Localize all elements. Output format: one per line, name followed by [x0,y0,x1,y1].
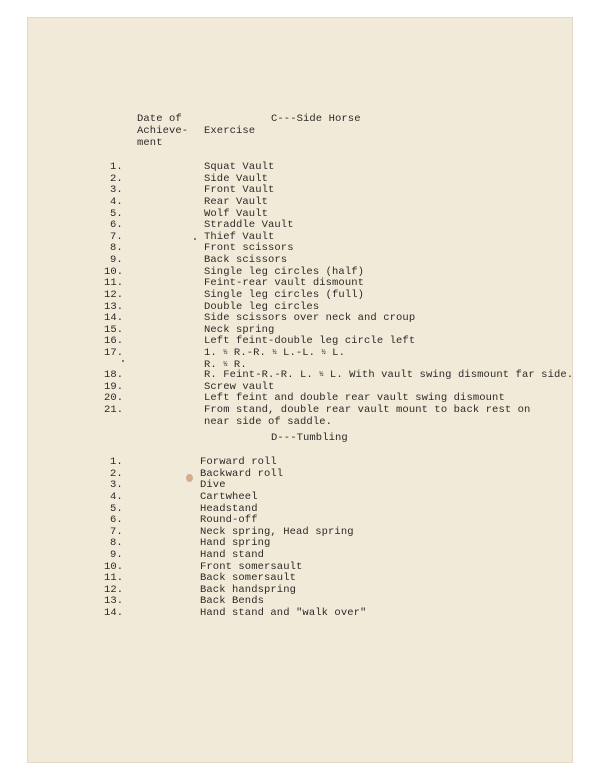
side-horse-number: 7. [110,231,123,243]
side-horse-exercise: 1. ½ R.-R. ½ L.-L. ½ L. [204,347,345,359]
side-horse-number: 5. [110,208,123,220]
side-horse-exercise: Back scissors [204,254,288,266]
side-horse-exercise: Straddle Vault [204,219,294,231]
fraction-half: ½ [223,349,228,357]
tumbling-exercise: Neck spring, Head spring [200,526,354,538]
side-horse-exercise: Wolf Vault [204,208,269,220]
tumbling-number: 2. [110,468,123,480]
tumbling-number: 4. [110,491,123,503]
side-horse-exercise: Squat Vault [204,161,275,173]
side-horse-number: 18. [104,369,124,381]
tumbling-number: 10. [104,561,124,573]
side-horse-exercise: Side scissors over neck and croup [204,312,416,324]
tumbling-number: 13. [104,595,124,607]
tumbling-number: 7. [110,526,123,538]
side-horse-exercise: Single leg circles (half) [204,266,365,278]
side-horse-number: 11. [104,277,124,289]
tumbling-exercise: Hand stand [200,549,265,561]
side-horse-number: 1. [110,161,123,173]
side-horse-number: 14. [104,312,124,324]
tumbling-exercise: Forward roll [200,456,277,468]
tumbling-number: 12. [104,584,124,596]
tumbling-number: 1. [110,456,123,468]
side-horse-exercise: near side of saddle. [204,415,333,428]
side-horse-exercise: Feint-rear vault dismount [204,277,365,289]
tumbling-exercise: Front somersault [200,561,303,573]
tumbling-exercise: Round-off [200,514,258,526]
side-horse-exercise: Single leg circles (full) [204,289,365,301]
side-horse-number: 13. [104,301,124,313]
tumbling-exercise: Headstand [200,503,258,515]
side-horse-number: 9. [110,254,123,266]
tumbling-exercise: Cartwheel [200,491,258,503]
section-d-title: D---Tumbling [271,432,348,444]
tumbling-exercise: Back Bends [200,595,265,607]
side-horse-number: 19. [104,381,124,393]
side-horse-number: 8. [110,242,123,254]
side-horse-exercise: Thief Vault [204,231,275,243]
side-horse-number: 2. [110,173,123,185]
side-horse-number: 3. [110,184,123,196]
side-horse-exercise: Left feint-double leg circle left [204,335,416,347]
tumbling-number: 5. [110,503,123,515]
side-horse-number: 17. [104,347,124,359]
side-horse-number: 6. [110,219,123,231]
exercise-label: Exercise [204,125,256,137]
ink-stain [186,474,193,482]
side-horse-exercise: Side Vault [204,173,269,185]
tumbling-number: 6. [110,514,123,526]
fraction-half: ½ [223,360,228,369]
tumbling-exercise: Back handspring [200,584,297,596]
tumbling-number: 11. [104,572,124,584]
tumbling-exercise: Back somersault [200,572,297,584]
tumbling-number: 14. [104,607,124,619]
side-horse-number: 10. [104,266,124,278]
side-horse-exercise: Rear Vault [204,196,269,208]
section-c-title: C---Side Horse [271,113,361,125]
side-horse-exercise: Double leg circles [204,301,320,313]
side-horse-exercise: Neck spring [204,324,275,336]
side-horse-exercise: Front scissors [204,242,294,254]
side-horse-number: 12. [104,289,124,301]
fraction-half: ½ [272,349,277,357]
date-label-line-3: ment [137,137,163,149]
fraction-half: ½ [319,371,324,379]
tumbling-exercise: Backward roll [200,468,284,480]
date-label-line-2: Achieve- [137,125,189,137]
tumbling-number: 9. [110,549,123,561]
side-horse-exercise: Front Vault [204,184,275,196]
tumbling-exercise: Hand spring [200,537,271,549]
tumbling-number: 8. [110,537,123,549]
side-horse-number: 21. [104,404,124,416]
side-horse-exercise: R. ½ R. [204,358,247,371]
side-horse-exercise: Screw vault [204,381,275,393]
stray-mark [194,238,196,240]
side-horse-number: 20. [104,392,124,404]
side-horse-number: 16. [104,335,124,347]
tumbling-exercise: Hand stand and "walk over" [200,607,367,619]
side-horse-exercise: R. Feint-R.-R. L. ½ L. With vault swing dismount far side. [204,369,574,381]
side-horse-number: 4. [110,196,123,208]
tumbling-number: 3. [110,479,123,491]
date-label-line-1: Date of [137,113,182,125]
fraction-half: ½ [321,349,326,357]
side-horse-number: 15. [104,324,124,336]
tumbling-exercise: Dive [200,479,226,491]
side-horse-exercise: Left feint and double rear vault swing dismount [204,392,505,404]
stray-mark [122,360,124,362]
side-horse-exercise: From stand, double rear vault mount to back rest on [204,404,531,416]
